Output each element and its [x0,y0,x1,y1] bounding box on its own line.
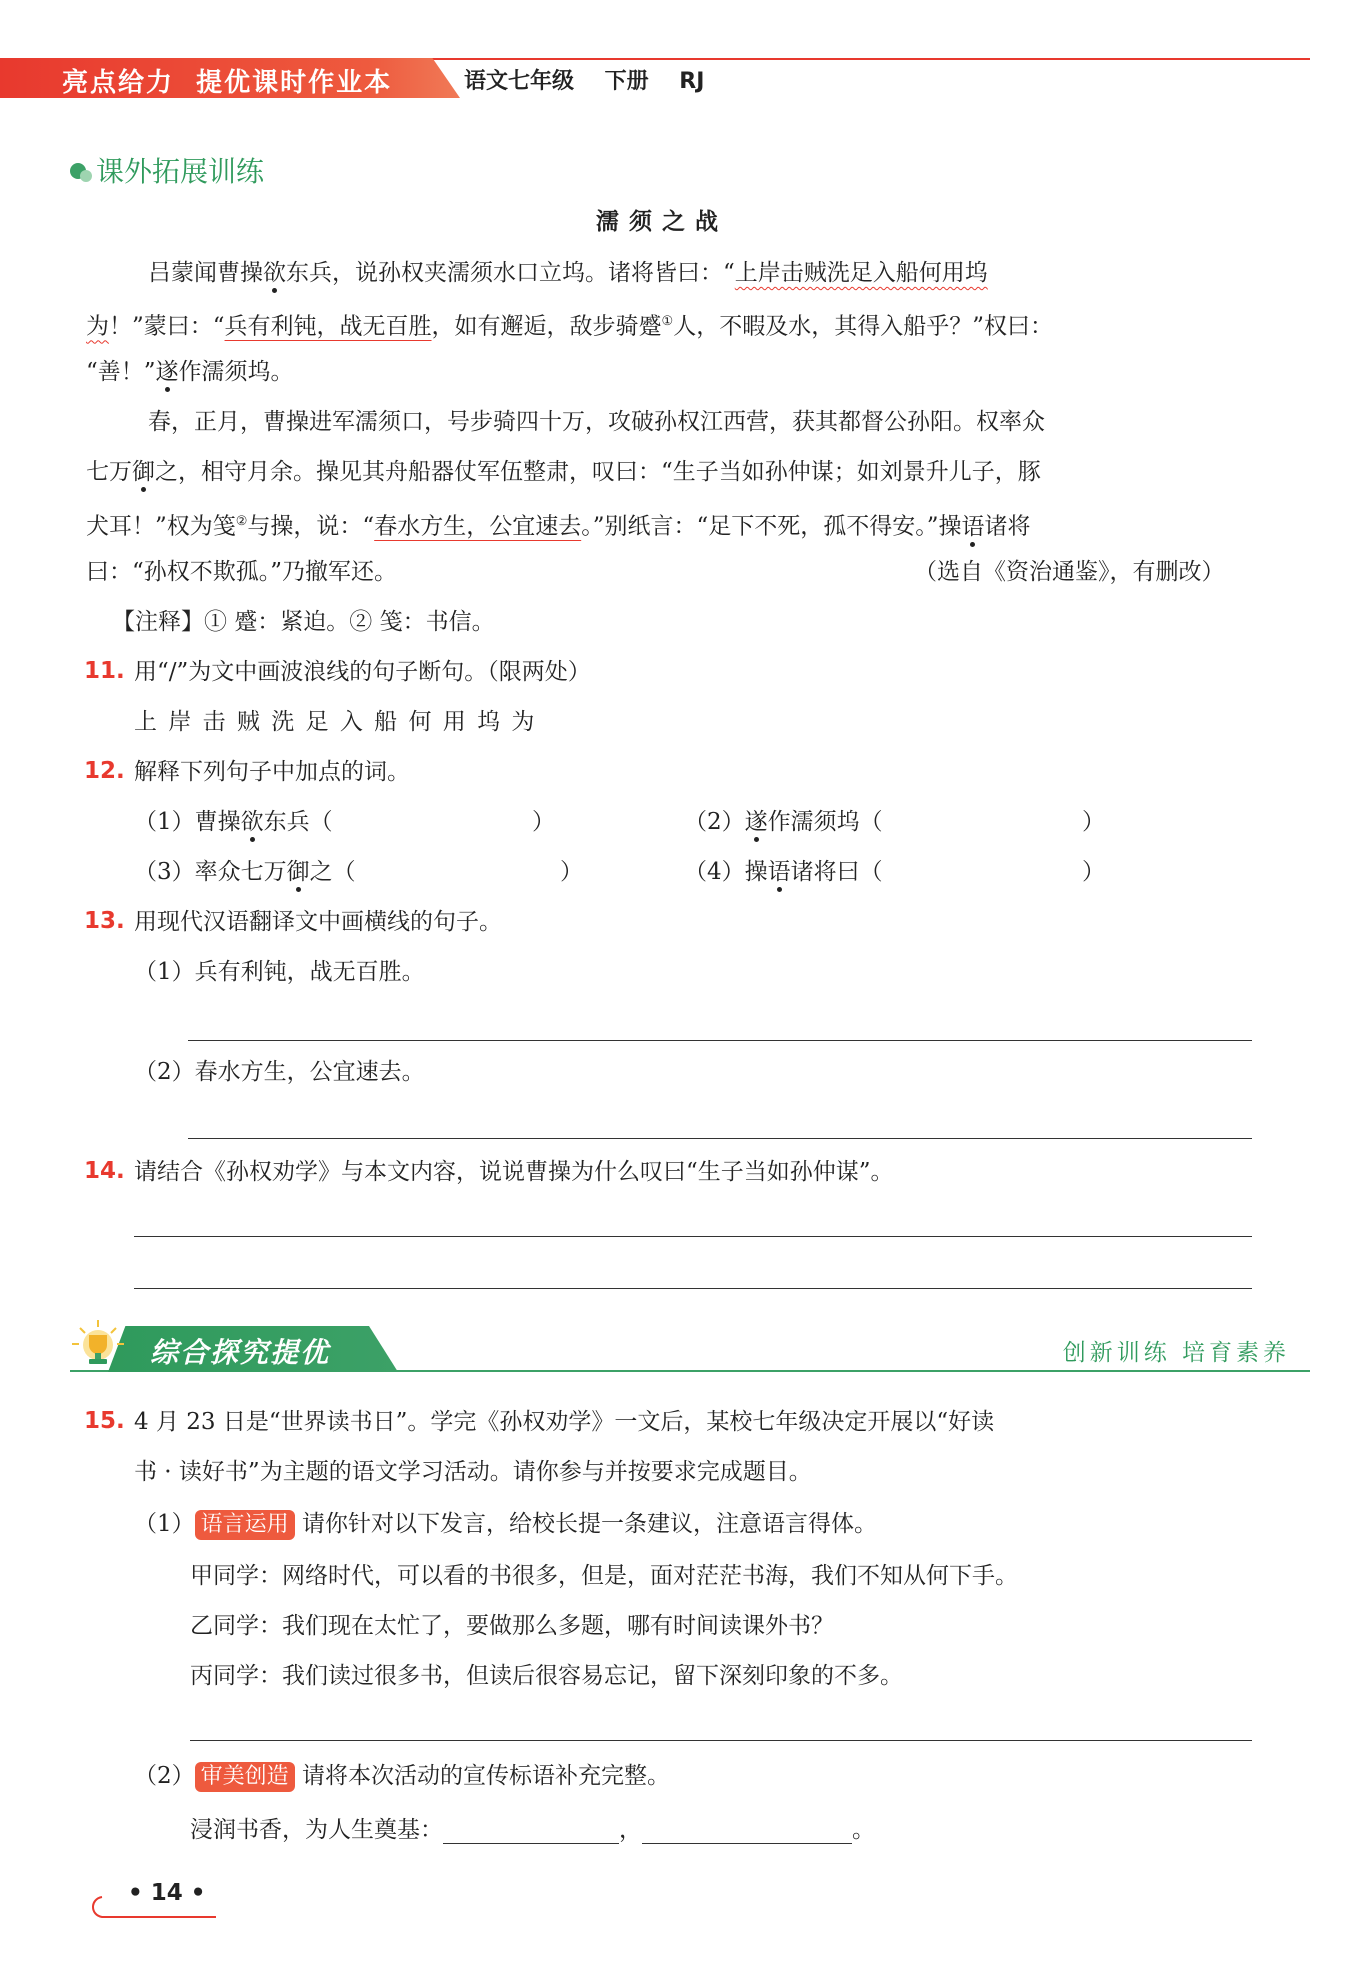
question-number: 13. [84,908,125,934]
slogan-blank[interactable] [642,1819,852,1844]
answer-line[interactable] [134,1236,1252,1237]
question-12-item: （3）率众七万御之（ [134,859,356,885]
passage-note: 【注释】① 蹙：紧迫。② 笺：书信。 [112,609,495,635]
student-remark: 乙同学：我们现在太忙了，要做那么多题，哪有时间读课外书？ [190,1613,834,1639]
page-number: • 14 • [128,1880,206,1906]
question-14-text: 请结合《孙权劝学》与本文内容，说说曹操为什么叹曰“生子当如孙仲谋”。 [134,1159,894,1185]
section-bullet-icon-light [80,170,92,182]
skill-tag: 语言运用 [195,1510,295,1540]
question-number: 14. [84,1158,125,1184]
student-remark: 丙同学：我们读过很多书，但读后很容易忘记，留下深刻印象的不多。 [190,1663,903,1689]
passage-line: 曰：“孙权不欺孤。”乃撤军还。 [86,559,398,585]
question-12-close: ） [532,809,555,835]
question-number: 12. [84,758,125,784]
slogan-fill: 浸润书香，为人生奠基： ， 。 [190,1817,875,1843]
slogan-blank[interactable] [443,1819,619,1844]
section-title: 课外拓展训练 [96,155,265,188]
banner-slogan: 创新训练 培育素养 [1062,1340,1290,1366]
dotted-word: 欲 [240,809,264,835]
question-12-close: ） [1082,859,1105,885]
question-13-text: 用现代汉语翻译文中画横线的句子。 [134,909,502,935]
skill-tag: 审美创造 [195,1762,295,1792]
question-12-item: （2）遂作濡须坞（ [684,809,883,835]
trophy-icon [70,1318,126,1374]
dotted-word: 御 [132,459,155,485]
passage-line: 为！”蒙曰：“兵有利钝，战无百胜，如有邂逅，敌步骑蹙①人，不暇及水，其得入船乎？”权曰： [86,313,1053,340]
question-13-sentence: （1）兵有利钝，战无百胜。 [134,959,425,985]
question-number: 15. [84,1408,125,1434]
question-12-item: （4）操语诸将曰（ [684,859,883,885]
dotted-word: 遂 [155,359,179,385]
question-15-part-1: （1） 语言运用 请你针对以下发言，给校长提一条建议，注意语言得体。 [134,1510,877,1540]
question-number: 11. [84,658,125,684]
passage-line: 犬耳！”权为笺②与操，说：“春水方生，公宜速去。”别纸言：“足下不死，孤不得安。”操语诸将 [86,513,1031,540]
question-11-sentence: 上 岸 击 贼 洗 足 入 船 何 用 坞 为 [134,709,537,735]
student-remark: 甲同学：网络时代，可以看的书很多，但是，面对茫茫书海，我们不知从何下手。 [190,1563,1018,1589]
question-12-text: 解释下列句子中加点的词。 [134,759,410,785]
dotted-word: 语 [767,859,791,885]
header-course: 语文七年级 下册 RJ [464,69,705,94]
question-11-text: 用“/”为文中画波浪线的句子断句。（限两处） [134,659,591,685]
passage-line: 春，正月，曹操进军濡须口，号步骑四十万，攻破孙权江西营，获其都督公孙阳。权率众 [148,409,1045,435]
answer-line[interactable] [188,1138,1252,1139]
question-15-text: 书 · 读好书”为主题的语文学习活动。请你参与并按要求完成题目。 [134,1459,812,1485]
passage-source: （选自《资治通鉴》，有删改） [914,559,1225,585]
underlined-sentence: 春水方生，公宜速去 [374,513,582,540]
dotted-word: 欲 [263,260,286,286]
dotted-word: 语 [961,513,985,540]
answer-line[interactable] [188,1040,1252,1041]
wavy-underlined-sentence: 上岸击贼洗足入船何用坞 [734,260,988,286]
question-15-text: 4 月 23 日是“世界读书日”。学完《孙权劝学》一文后，某校七年级决定开展以“好读 [134,1409,995,1435]
passage-title: 濡须之战 [596,208,728,235]
underlined-sentence: 兵有利钝，战无百胜 [224,313,432,340]
question-15-part-2: （2） 审美创造 请将本次活动的宣传标语补充完整。 [134,1762,670,1792]
header-brand: 亮点给力 提优课时作业本 [62,68,393,98]
banner-title: 综合探究提优 [150,1336,331,1369]
passage-line: 七万御之，相守月余。操见其舟船器仗军伍整肃，叹曰：“生子当如孙仲谋；如刘景升儿子，豚 [86,459,1041,485]
passage-line: 吕蒙闻曹操欲东兵，说孙权夹濡须水口立坞。诸将皆曰：“上岸击贼洗足入船何用坞 [148,260,988,286]
question-12-item: （1）曹操欲东兵（ [134,809,333,835]
answer-line[interactable] [190,1740,1252,1741]
passage-line: “善！”遂作濡须坞。 [86,359,294,385]
dotted-word: 遂 [744,809,768,835]
question-12-close: ） [560,859,583,885]
question-12-close: ） [1082,809,1105,835]
dotted-word: 御 [286,859,310,885]
answer-line[interactable] [134,1288,1252,1289]
question-13-sentence: （2）春水方生，公宜速去。 [134,1059,425,1085]
